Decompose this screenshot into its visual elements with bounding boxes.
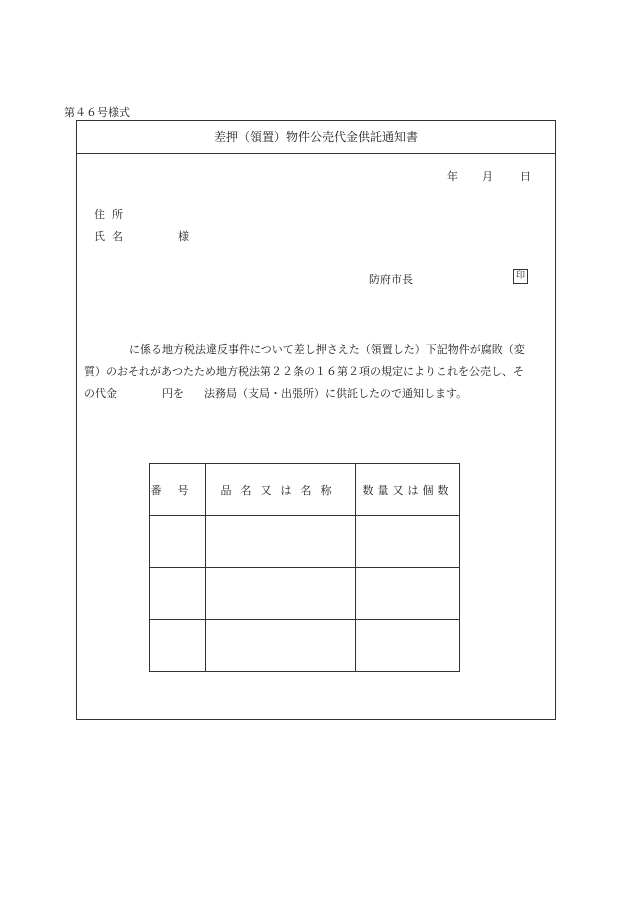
table-row bbox=[150, 620, 460, 672]
table-row bbox=[150, 568, 460, 620]
header-quantity: 数量又は個数 bbox=[356, 464, 460, 516]
body-line-3-part-c: 法務局（支局・出張所）に供託したので通知します。 bbox=[204, 387, 468, 400]
table-cell bbox=[150, 620, 206, 672]
date-year-label: 年 bbox=[447, 170, 458, 183]
table-cell bbox=[150, 516, 206, 568]
notice-body bbox=[84, 339, 550, 405]
date-month-label: 月 bbox=[482, 170, 493, 183]
body-line-2: 質）のおそれがあつたため地方税法第２２条の１６第２項の規定によりこれを公売し、そ bbox=[84, 365, 524, 378]
form-title: 差押（領置）物件公売代金供託通知書 bbox=[77, 121, 555, 154]
seal-icon: 印 bbox=[513, 269, 528, 284]
notice-form-frame bbox=[76, 120, 556, 720]
table-cell bbox=[356, 568, 460, 620]
form-number: 第４６号様式 bbox=[64, 106, 130, 119]
table-cell bbox=[356, 516, 460, 568]
body-line-3 bbox=[84, 383, 550, 405]
table-cell bbox=[206, 620, 356, 672]
body-line-3-part-b: 円を bbox=[162, 387, 184, 400]
table-header-row bbox=[150, 464, 460, 516]
date-day-label: 日 bbox=[520, 170, 531, 183]
honorific-label: 様 bbox=[178, 230, 189, 243]
address-label: 住所 bbox=[94, 208, 130, 221]
name-label: 氏名 bbox=[94, 230, 130, 243]
table-row bbox=[150, 516, 460, 568]
items-table bbox=[149, 463, 460, 672]
table-cell bbox=[356, 620, 460, 672]
mayor-title: 防府市長 bbox=[369, 273, 413, 286]
table-cell bbox=[150, 568, 206, 620]
body-line-1: に係る地方税法違反事件について差し押さえた（領置した）下記物件が腐敗（変 bbox=[129, 343, 525, 356]
table-cell bbox=[206, 568, 356, 620]
header-item-name: 品名又は名称 bbox=[206, 464, 356, 516]
body-line-3-part-a: の代金 bbox=[84, 387, 117, 400]
header-number: 番号 bbox=[150, 464, 206, 516]
table-cell bbox=[206, 516, 356, 568]
